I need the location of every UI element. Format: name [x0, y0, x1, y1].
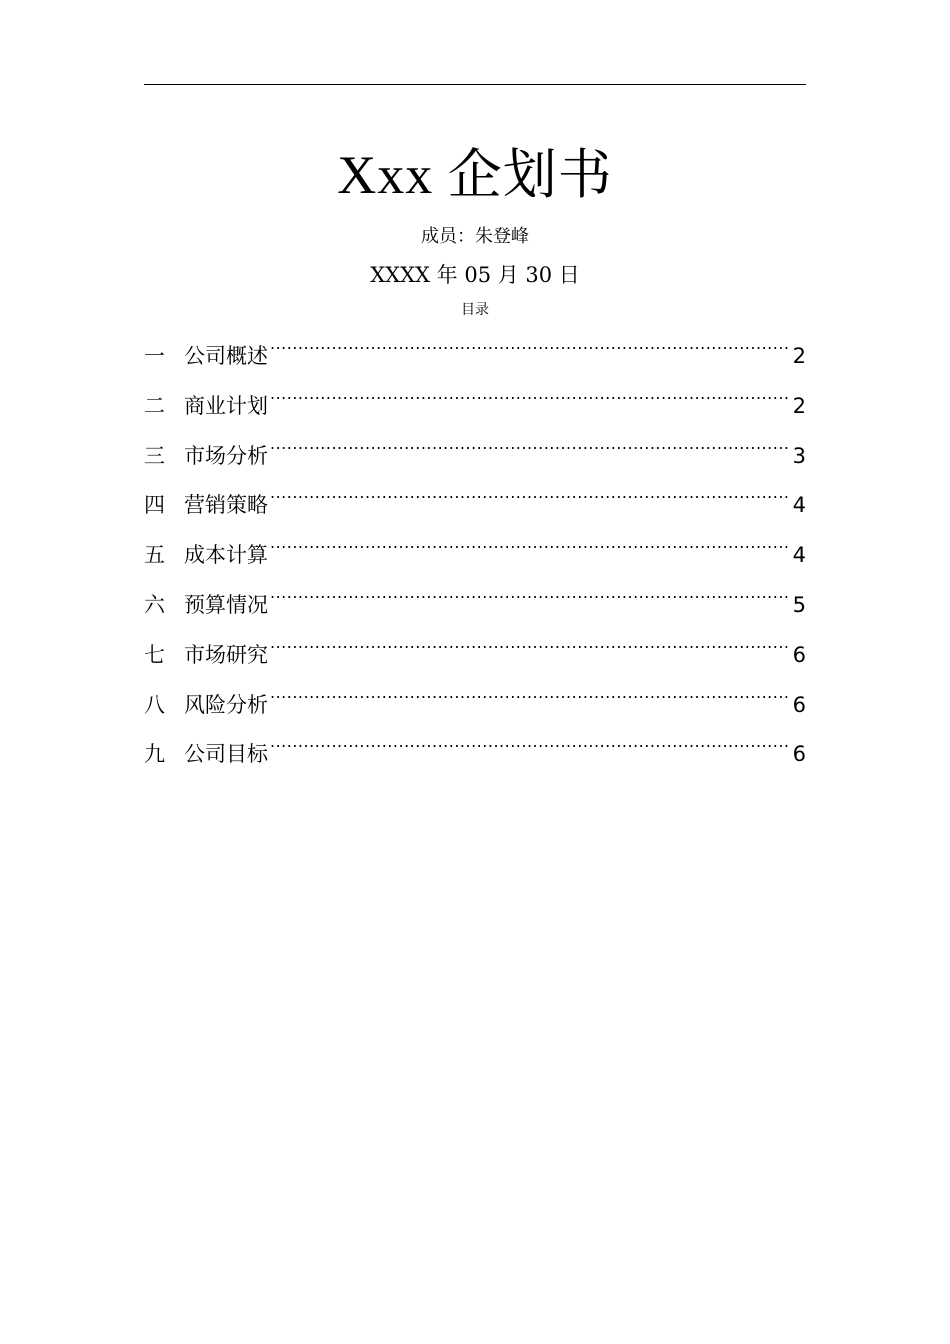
toc-entry[interactable]	[144, 532, 806, 582]
toc-heading: 目录	[461, 302, 489, 318]
toc-dot-leader	[270, 532, 791, 562]
toc-dot-leader	[270, 433, 791, 463]
toc-entry-page: 6	[792, 742, 806, 767]
toc-entry[interactable]	[144, 333, 806, 383]
toc-entry-number: 五	[144, 543, 165, 568]
toc-entry-label: 市场研究	[184, 642, 268, 667]
toc-entry-number: 二	[144, 393, 165, 418]
toc-entry-page: 6	[792, 692, 806, 717]
toc-entry[interactable]	[144, 731, 806, 781]
toc-entry-label: 成本计算	[184, 543, 268, 568]
toc-dot-leader	[270, 682, 791, 712]
toc-entry[interactable]	[144, 482, 806, 532]
toc-entry-page: 6	[792, 642, 806, 667]
toc-entry-label: 商业计划	[184, 393, 268, 418]
toc-entry[interactable]	[144, 632, 806, 682]
document-title: Xxx 企划书	[337, 145, 613, 205]
toc-dot-leader	[270, 731, 791, 761]
toc-entry-label: 营销策略	[184, 493, 268, 518]
toc-entry-page: 2	[792, 393, 806, 418]
toc-entry-label: 预算情况	[184, 592, 268, 617]
toc-dot-leader	[270, 632, 791, 662]
toc-entry[interactable]	[144, 433, 806, 483]
toc-entry-page: 5	[792, 592, 806, 617]
toc-entry-label: 公司目标	[184, 742, 268, 767]
toc-entry[interactable]	[144, 682, 806, 732]
toc-entry-label: 市场分析	[184, 443, 268, 468]
toc-entry-page: 4	[792, 493, 806, 518]
toc-dot-leader	[270, 333, 791, 363]
toc-dot-leader	[270, 482, 791, 512]
members-line: 成员：朱登峰	[421, 226, 529, 247]
toc-dot-leader	[270, 383, 791, 413]
toc-entry-label: 风险分析	[184, 692, 268, 717]
toc-entry-number: 九	[144, 742, 165, 767]
toc-entry-number: 三	[144, 443, 165, 468]
toc-dot-leader	[270, 582, 791, 612]
table-of-contents	[144, 333, 806, 781]
toc-entry-number: 一	[144, 344, 165, 368]
date-line: XXXX 年 05 月 30 日	[370, 263, 580, 287]
toc-entry[interactable]	[144, 383, 806, 433]
toc-entry-number: 四	[144, 493, 165, 518]
toc-entry-page: 4	[792, 543, 806, 568]
toc-entry-page: 2	[792, 344, 806, 368]
toc-entry-label: 公司概述	[184, 344, 268, 368]
toc-entry-number: 七	[144, 642, 165, 667]
toc-entry-number: 六	[144, 592, 165, 617]
toc-entry-page: 3	[792, 443, 806, 468]
toc-entry-number: 八	[144, 692, 165, 717]
header-rule	[144, 84, 806, 85]
toc-entry[interactable]	[144, 582, 806, 632]
